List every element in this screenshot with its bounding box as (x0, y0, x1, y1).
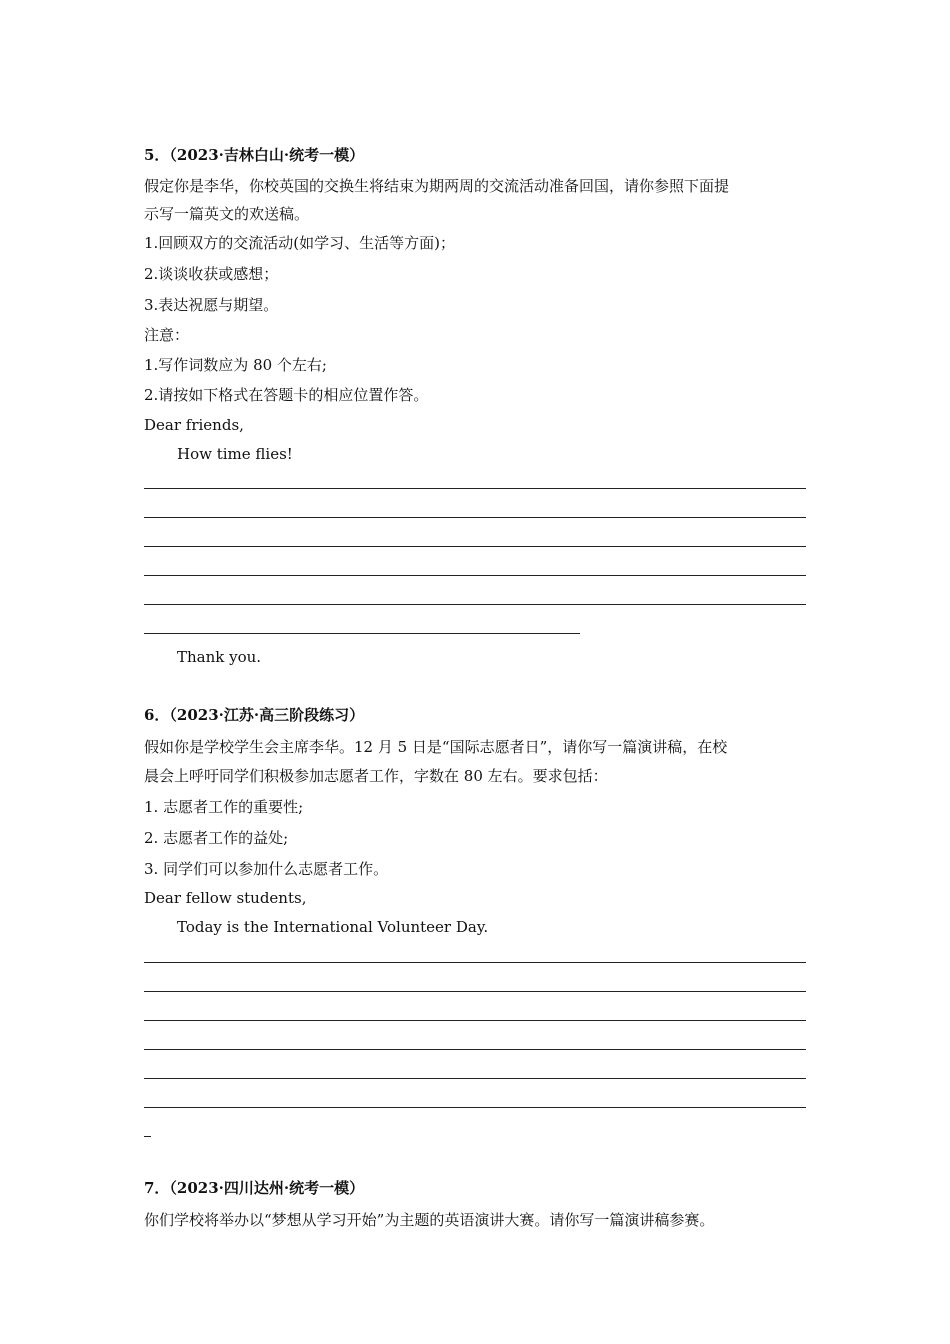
q5-heading: 5．（2023·吉林白山·统考一模） (144, 146, 365, 164)
q6-point-3: 3. 同学们可以参加什么志愿者工作。 (144, 860, 389, 878)
q6-heading: 6．（2023·江苏·高三阶段练习） (144, 706, 365, 724)
q6-answer-line (144, 1107, 806, 1108)
q6-prompt-line2: 晨会上呼吁同学们积极参加志愿者工作，字数在 80 左右。要求包括： (144, 767, 608, 785)
q6-answer-line (144, 1078, 806, 1079)
q7-prompt-line1: 你们学校将举办以“梦想从学习开始”为主题的英语演讲大赛。请你写一篇演讲稿参赛。 (144, 1211, 715, 1229)
q6-answer-line (144, 962, 806, 963)
q6-opening: Today is the International Volunteer Day. (177, 918, 489, 936)
q7-heading: 7．（2023·四川达州·统考一模） (144, 1179, 365, 1197)
q5-answer-line (144, 633, 580, 634)
q6-salutation: Dear fellow students, (144, 889, 307, 907)
q6-answer-line-tail (144, 1136, 151, 1137)
q5-answer-line (144, 575, 806, 576)
q5-note-1: 1.写作词数应为 80 个左右; (144, 356, 327, 374)
q5-prompt-line1: 假定你是李华，你校英国的交换生将结束为期两周的交流活动准备回国，请你参照下面提 (144, 177, 730, 195)
q5-note-label: 注意： (144, 326, 190, 344)
q5-answer-line (144, 546, 806, 547)
q5-opening: How time flies! (177, 445, 293, 463)
q5-point-1: 1.回顾双方的交流活动(如学习、生活等方面)； (144, 234, 456, 252)
q5-answer-line (144, 517, 806, 518)
q5-point-2: 2.谈谈收获或感想； (144, 265, 279, 283)
q5-answer-line (144, 488, 806, 489)
q5-prompt-line2: 示写一篇英文的欢送稿。 (144, 205, 310, 223)
q6-answer-line (144, 991, 806, 992)
q6-answer-line (144, 1049, 806, 1050)
q5-point-3: 3.表达祝愿与期望。 (144, 296, 279, 314)
q5-note-2: 2.请按如下格式在答题卡的相应位置作答。 (144, 386, 429, 404)
q5-salutation: Dear friends, (144, 416, 244, 434)
q5-closing: Thank you. (177, 648, 262, 666)
q6-prompt-line1: 假如你是学校学生会主席李华。12 月 5 日是“国际志愿者日”，请你写一篇演讲稿，在校 (144, 738, 728, 756)
q6-point-2: 2. 志愿者工作的益处; (144, 829, 289, 847)
q6-answer-line (144, 1020, 806, 1021)
q5-answer-line (144, 604, 806, 605)
q6-point-1: 1. 志愿者工作的重要性; (144, 798, 304, 816)
